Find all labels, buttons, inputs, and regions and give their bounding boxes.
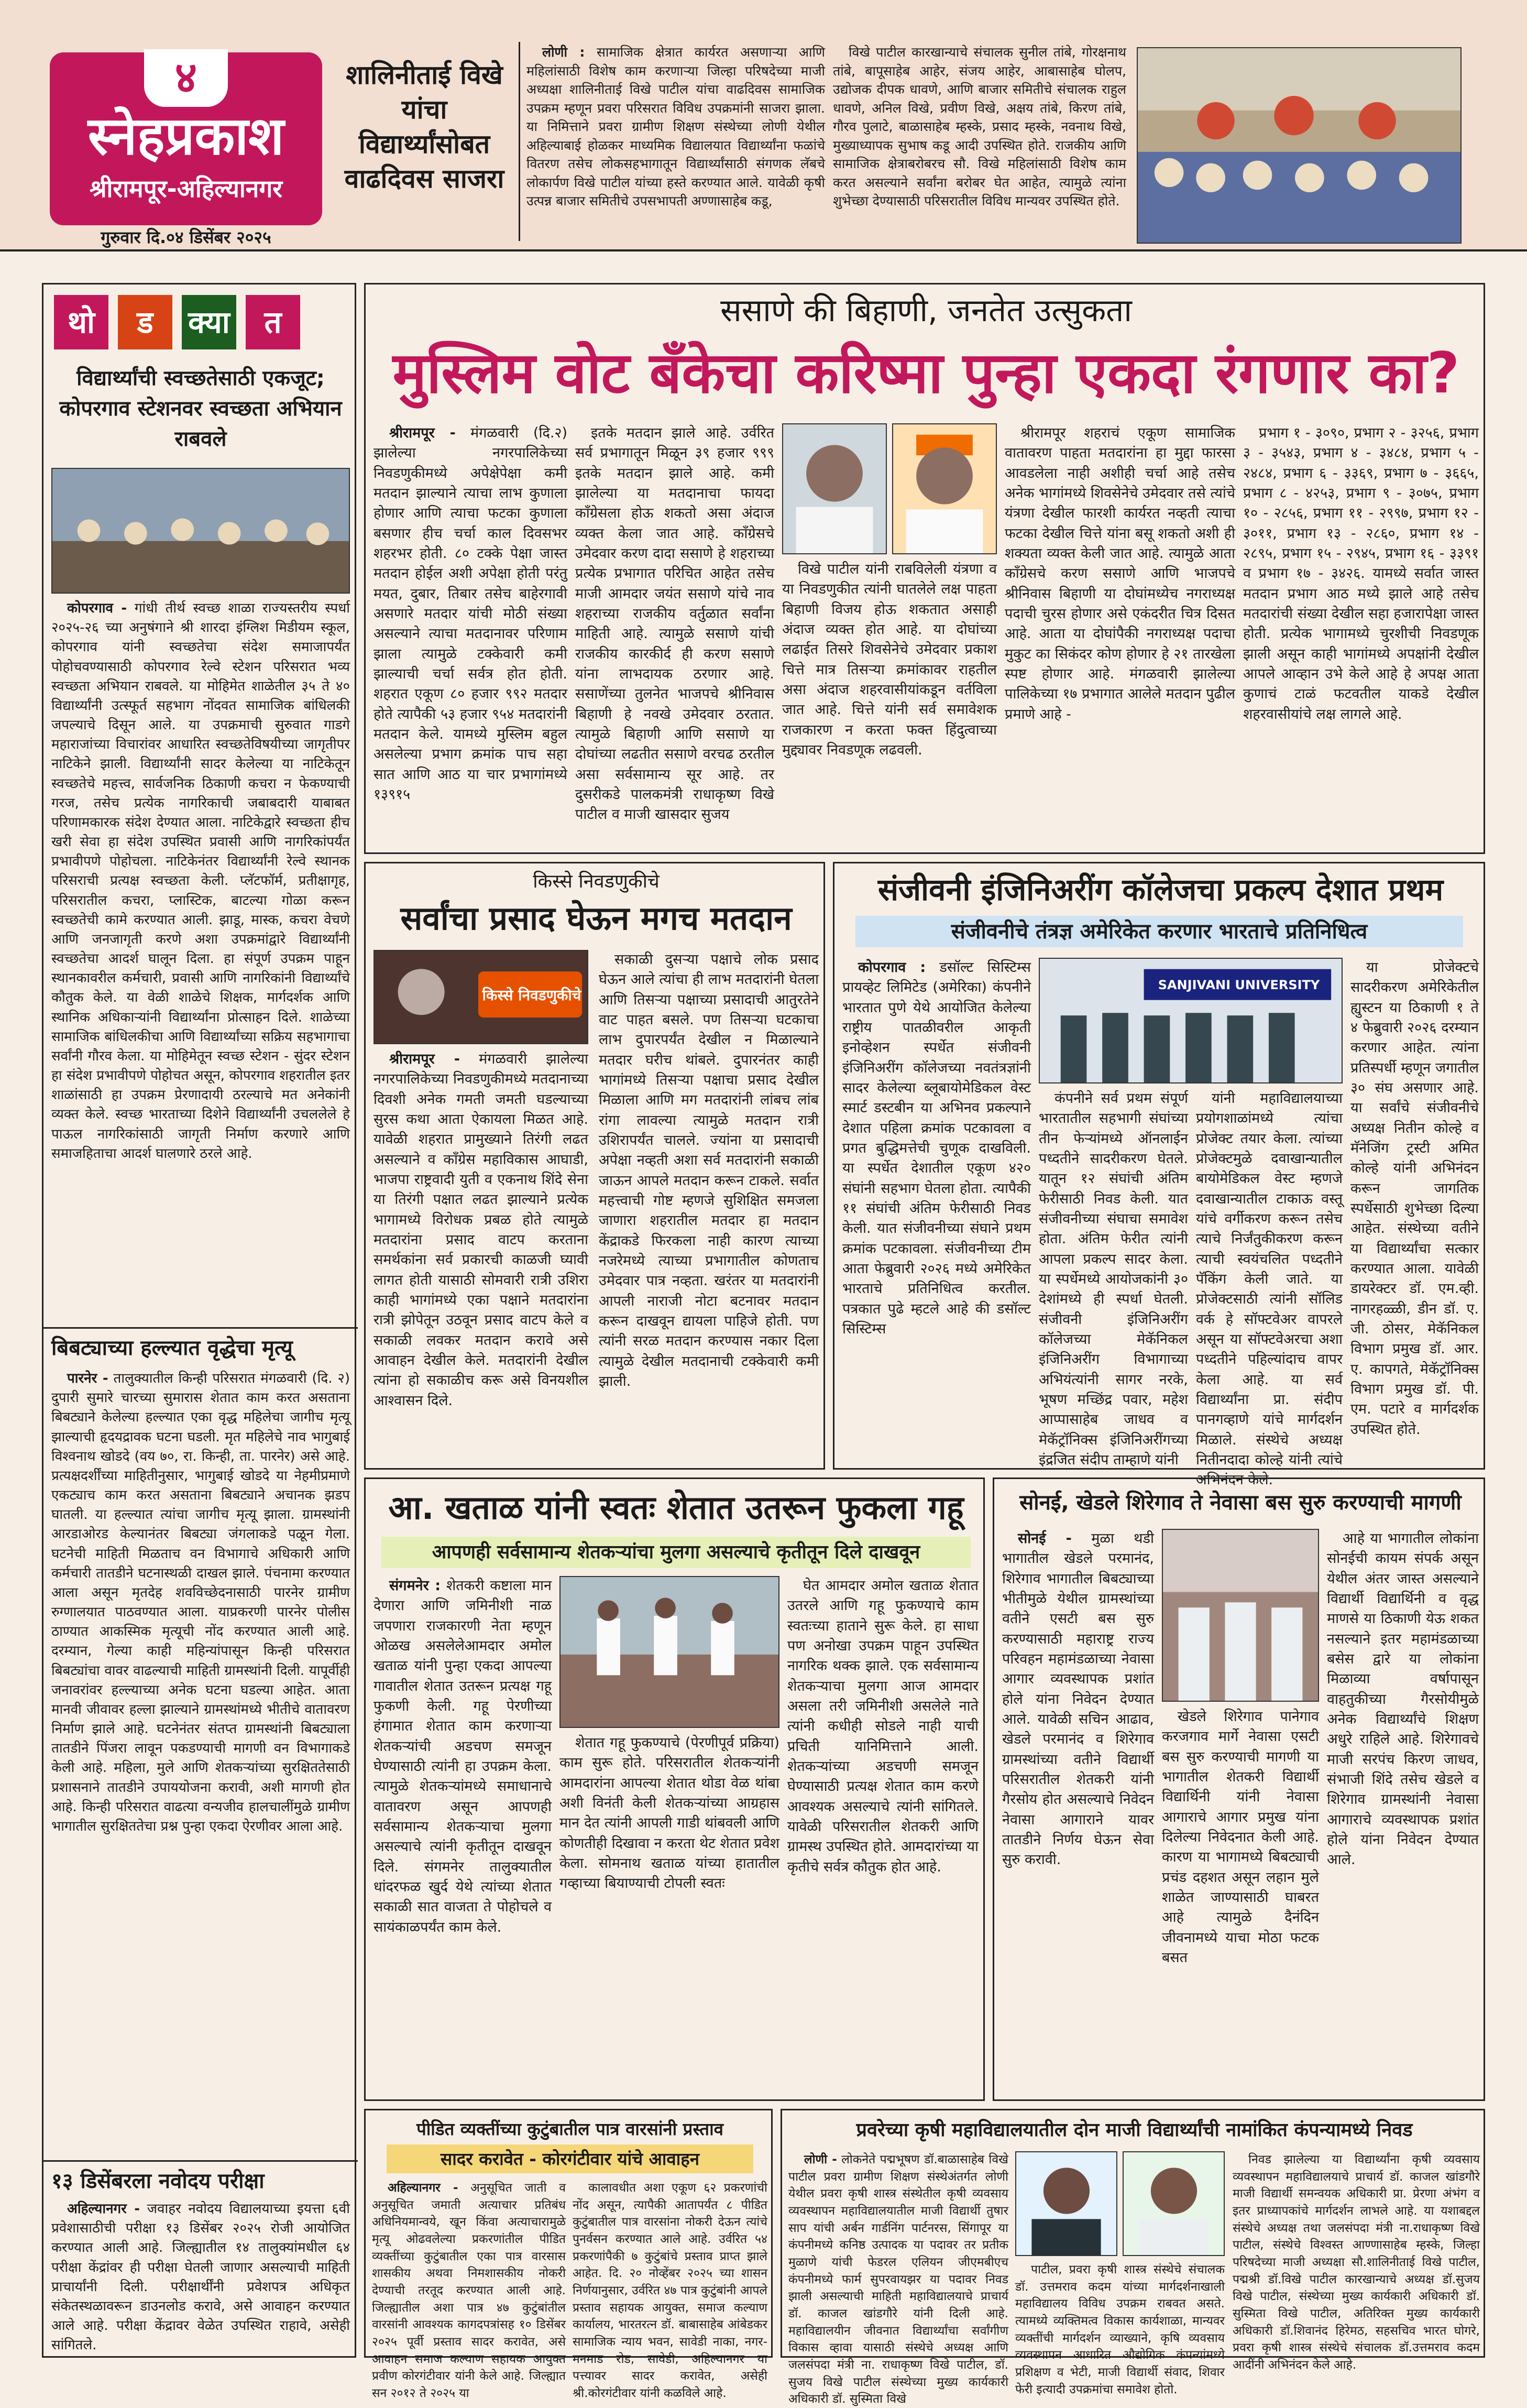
sidebar-story-1-text: गांधी तीर्थ स्वच्छ शाळा राज्यस्तरीय स्पर्धा २०२५-२६ च्या अनुषंगाने श्री शारदा इंग्लिश मिडीयम स्कूल, कोपरगाव यांनी स्वच्छतेचा संदेश समाजापर्यंत पोहोचवण्यासाठी कोपरगाव रेल्वे स्टेशन परिसरात भव्य स्वच्छता अभियान राबवले. या मोहिमेत शाळेतील ३५ ते ४० विद्यार्थ्यांनी उत्स्फूर्त सहभाग नोंदवत सामाजिक बांधिलकी जपल्याचे दिसून आले. या उपक्रमाची सुरुवात गाडगे महाराजांच्या विचारांवर आधारित स्वच्छतेविषयीच्या जागृतीपर नाटिकेने झाली. विद्यार्थ्यांनी सादर केलेल्या या नाटिकेतून स्वच्छतेचे महत्त्व, सार्वजनिक ठिकाणी कचरा न फेकण्याची गरज, तसेच प्रत्येक नागरिकाची जबाबदारी याबाबत परिणामकारक संदेश देण्यात आला. नाटिकेद्वारे स्वच्छता हीच खरी सेवा हा संदेश उपस्थित प्रवासी आणि नागरिकांपर्यंत प्रभावीपणे पोहोचला. नाटिकेनंतर विद्यार्थ्यांनी रेल्वे स्थानक परिसराची प्रत्यक्ष स्वच्छता केली. प्लॅटफॉर्म, प्रतीक्षागृह, परिसरातील कचरा, प्लास्टिक, बाटल्या गोळा करून स्वच्छतेची कामे करण्यात आली. झाडू, मास्क, कचरा वेचणे आणि जनजागृती करणे अशा उपक्रमांद्वारे विद्यार्थ्यांनी स्वच्छतेचा आदर्श घालून दिला. हा संपूर्ण उपक्रम पाहून स्थानकावरील कर्मचारी, प्रवासी आणि नागरिकांनी विद्यार्थ्यांचे कौतुक केले. या वेळी शाळेचे शिक्षक, मार्गदर्शक आणि स्थानिक अधिकाऱ्यांनी विद्यार्थ्यांना प्रोत्साहन दिले. शाळेच्या सामाजिक बांधिलकीचा आणि विद्यार्थ्यांच्या सक्रिय सहभागाचा सर्वांनी गौरव केला. या मोहिमेतून स्वच्छ स्टेशन - सुंदर स्टेशन हा संदेश प्रभावीपणे पोहोचत असून, कोपरगाव शहरातील इतर शाळांसाठी हा उपक्रम प्रेरणादायी ठरल्याचे मत अनेकांनी व्यक्त केले. स्वच्छ भारताच्या दिशेने विद्यार्थ्यांनी उचललेले हे पाऊल नागरिकांसाठी जागृती निर्माण करणारे आणि समाजहिताचा आदर्श घालणारे ठरले आहे. bbox=[51, 600, 350, 1162]
pravara-col2-text: पाटील, प्रवरा कृषी शास्त्र संस्थेचे संचालक डॉ. उत्तमराव कदम यांच्या मार्गदर्शनाखाली महाविद्यालय विविध उपक्रम राबवत असते. त्यामध्ये व्यक्तिमत्व विकास कार्यशाळा, मान्यवर व्यक्तींची मार्गदर्शन व्याख्याने, कृषि व्यवसाय व्यवस्थापन आधारित औद्योगिक कंपन्यांमध्ये प्रशिक्षण व भेटी, माजी विद्यार्थी संवाद, शिवार फेरी इत्यादी उपक्रमांचा समावेश होतो. bbox=[1015, 2263, 1225, 2396]
sanjivani-col2-text: कंपनीने सर्व प्रथम संपूर्ण भारतातील सहभागी संघांच्या तीन फेऱ्यांमध्ये ऑनलाईन पध्दतीने सादरीकरण घेतले. यातून १२ संघांची अंतिम फेरीसाठी निवड केली. यात संजीवनीच्या संघाचा समावेश होता. अंतिम फेरीत त्यांनी आपला प्रकल्प सादर केला. या स्पर्धेमध्ये आयोजकांनी ३० देशांमध्ये ही स्पर्धा घेतली. संजीवनी इंजिनिअरींग कॉलेजच्या मेकॅनिकल इंजिनिअरींग विभागाच्या अभियंत्यांनी सागर नरके, भूषण मच्छिंद्र पवार, महेश आप्पासाहेब जाधव व मेकॅट्रॉनिक्स इंजिनिअरींगच्या इंद्रजित संदीप ताम्हाणे यांनी bbox=[1039, 1090, 1188, 1468]
sonai-col2-text: खेडले शिरेगाव पानेगाव करजगाव मार्गे नेवासा एसटी बस सुरु करण्याची मागणी या भागातील शेतकरी विद्यार्थी विद्यार्थिनी यांनी नेवासा आगाराचे आगार प्रमुख यांना दिलेल्या निवेदनात केली आहे. कारण या भागामध्ये बिबट्याची प्रचंड दहशत असून लहान मुले शाळेत जाण्यासाठी घाबरत आहे त्यामुळे दैनंदिन जीवनामध्ये याचा मोठा फटक बसत bbox=[1162, 1709, 1319, 1966]
tag-1: थो bbox=[54, 295, 108, 349]
masthead-city: श्रीरामपूर-अहिल्यानगर bbox=[89, 174, 283, 203]
sidebar bbox=[42, 283, 356, 2358]
divider bbox=[43, 1327, 358, 1329]
top-story-text1: सामाजिक क्षेत्रात कार्यरत असणाऱ्या आणि महिलांसाठी विशेष काम करणाऱ्या जिल्हा परिषदेच्या माजी अध्यक्षा शालिनीताई विखे पाटील यांचा वाढदिवस सामाजिक उपक्रम म्हणून प्रवरा परिसरात विविध उपक्रमांनी साजरा झाला. या निमित्ताने प्रवरा ग्रामीण शिक्षण संस्थेच्या लोणी येथील अहिल्याबाई होळकर माध्यमिक विद्यालयात विद्यार्थ्यांना फळांचे वितरण तसेच लोकसहभागातून विद्यार्थ्यांसाठी संगणक लॅबचे लोकार्पण विखे पाटील यांच्या हस्ते करण्यात आले. यावेळी कृषी उत्पन्न बाजार समितीचे उपसभापती अण्णासाहेब कडू, bbox=[526, 45, 825, 209]
lead-kicker: ससाणे की बिहाणी, जनतेत उत्सुकता bbox=[720, 292, 1132, 329]
dateline: संगमनेर : bbox=[389, 1578, 441, 1594]
peedit-col2 bbox=[573, 2180, 767, 2400]
khatal-col1-text: शेतकरी कष्टाला मान देणारा आणि जमिनीशी नाळ जपणारा राजकारणी नेता म्हणून ओळख असलेलेआमदार अमोल खताळ यांनी पुन्हा एकदा आपल्या गावातील शेतात उतरून प्रत्यक्ष गहू फुकणी केली. गहू पेरणीच्या हंगामात शेतात काम करणाऱ्या शेतकऱ्यांची अडचण समजून घेण्यासाठी त्यांनी हा उपक्रम केला. त्यामुळे शेतकऱ्यांमध्ये समाधानाचे वातावरण असून आपणही सर्वसामान्य शेतकऱ्याचा मुलगा असल्याचे त्यांनी कृतीतून दाखवून दिले. संगमनेर तालुक्यातील धांदरफळ खुर्द येथे त्यांच्या शेतात सकाळी सात वाजता ते पोहोचले व सायंकाळपर्यंत काम केले. bbox=[373, 1578, 552, 1935]
kisse-col1-text: मंगळवारी झालेल्या नगरपालिकेच्या निवडणुकीमध्ये मतदानाच्या दिवशी अनेक गमती जमती घडल्याच्या सुरस कथा आता ऐकायला मिळत आहे. यावेळी शहरात प्रामुख्याने तिरंगी लढत असल्याने व काँग्रेस महाविकास आघाडी, भाजपा राष्ट्रवादी युती व एकनाथ शिंदे सेना या तिरंगी पक्षात लढत झाल्याने प्रत्येक भागामध्ये विरोधक प्रबळ होते त्यामुळे मतदारांना प्रसाद वाटप करताना समर्थकांना सर्व प्रकारची काळजी घ्यावी लागत होती यासाठी सोमवारी रात्री उशिरा काही भागांमध्ये एका पक्षाने मतदारांना रात्री झोपेतून उठवून प्रसाद वाटप केले व सकाळी लवकर मतदान करावे असे आवाहन देखील केले. मतदारांनी देखील त्यांना हो सकाळीच करू असे विनयशील आश्वासन दिले. bbox=[373, 1051, 588, 1409]
top-story-col2 bbox=[833, 43, 1126, 247]
sanjivani-banner-text: SANJIVANI UNIVERSITY bbox=[1158, 978, 1320, 992]
dateline: श्रीरामपूर - bbox=[389, 425, 456, 441]
lead-col2-text: इतके मतदान झाले आहे. उर्वरित सर्व प्रभागातून मिळून ३९ हजार ९९९ इतके मतदान झाले आहे. कमी झालेल्या या मतदानाचा फायदा काँग्रेसला होऊ शकतो असा अंदाज व्यक्त केला जात आहे. काँग्रेसचे उमेदवार करण दादा ससाणे हे शहराच्या प्रत्येक प्रभागात परिचित आहेत तसेच माजी आमदार जयंत ससाणे यांचे नाव शहराच्या राजकीय वर्तुळात सर्वांना माहिती आहे. त्यामुळे ससाणे यांची राजकीय कारकीर्द ही करण ससाणे यांना लाभदायक ठरणार आहे. ससाणेंच्या तुलनेत भाजपचे श्रीनिवास बिहाणी हे नवखे उमेदवार ठरतात. त्यामुळे बिहाणी आणि ससाणे या दोघांच्या लढतीत ससाणे वरचढ ठरतील असा सर्वसामान्य सूर आहे. तर दुसरीकडे पालकमंत्री राधाकृष्ण विखे पाटील व माजी खासदार सुजय bbox=[575, 425, 774, 823]
pravara-col2 bbox=[1015, 2261, 1225, 2396]
pravara-col3-text: निवड झालेल्या या विद्यार्थ्यांना कृषी व्यवसाय व्यवस्थापन महाविद्यालयाचे प्राचार्य डॉ. काजल खांडगौरे माजी विद्यार्थी समन्वयक अधिकारी प्रा. प्रेरणा अंभंग व इतर प्राध्यापकांचे मार्गदर्शन लाभले आहे. या यशाबद्दल संस्थेचे अध्यक्ष तथा जलसंपदा मंत्री ना.राधाकृष्ण विखे पाटील, संस्थेचे विश्वस्त आण्णासाहेब म्हस्के, जिल्हा परिषदेच्या माजी अध्यक्षा सौ.शालिनीताई विखे पाटील, पद्मश्री डॉ.विखे पाटील कारखान्याचे अध्यक्ष डॉ.सुजय विखे पाटील, संस्थेच्या मुख्य कार्यकारी अधिकारी डॉ. सुस्मिता विखे पाटील, अतिरिक्त मुख्य कार्यकारी अधिकारी डॉ.शिवानंद हिरेमठ, सहसचिव भारत घोगरे, प्रवरा कृषी शास्त्र संस्थेचे संचालक डॉ.उत्तमराव कदम आदींनी अभिनंदन केले आहे. bbox=[1233, 2153, 1480, 2372]
khatal-col2 bbox=[787, 1576, 979, 2095]
sonai-headline: सोनई, खेडले शिरेगाव ते नेवासा बस सुरु करण्याची मागणी bbox=[1019, 1491, 1462, 1515]
candidate-photo-2 bbox=[892, 423, 997, 554]
kisse-badge-label: किस्से निवडणुकीचे bbox=[482, 987, 581, 1004]
lead-col1-text: मंगळवारी (दि.२) झालेल्या नगरपालिकेच्या निवडणुकीमध्ये अपेक्षेपेक्षा कमी मतदान झाल्याने त्याचा लाभ कुणाला होणार आणि त्याचा फटका कुणाला बसणार हीच चर्चा काल दिवसभर शहरभर होती. ८० टक्के पेक्षा जास्त मतदान होईल अशी अपेक्षा होती परंतु मयत, दुबार, तिबार तसेच बाहेरगावी असणारे मतदार यांची मोठी संख्या असल्याने त्याचा मतदानावर परिणाम झाला त्यामुळे टक्केवारी कमी झाल्याची चर्चा सर्वत्र होत होती. शहरात एकूण ८० हजार ९९२ मतदार होते त्यापैकी ५३ हजार ९५४ मतदारांनी मतदान केले. यामध्ये मुस्लिम बहुल असलेल्या प्रभाग क्रमांक पाच सहा सात आणि आठ या चार प्रभागांमध्ये १३९१५ bbox=[373, 425, 567, 803]
masthead-logo-box bbox=[50, 52, 322, 225]
lead-col2 bbox=[575, 423, 774, 848]
lead-col3 bbox=[782, 560, 997, 848]
tag-2: ड bbox=[118, 295, 172, 349]
lead-col5-text: प्रभाग १ - ३०९०, प्रभाग २ - ३२५६, प्रभाग ३ - ३५४३, प्रभाग ४ - ३४८४, प्रभाग ५ - २४८४, प्रभाग ६ - ३३६९, प्रभाग ७ - ३६६५, प्रभाग ८ - ४२५३, प्रभाग ९ - ३०७५, प्रभाग १० - २८५६, प्रभाग ११ - २९९७, प्रभाग १२ - ३०११, प्रभाग १३ - २८६०, प्रभाग १४ - २८९५, प्रभाग १५ - २९४५, प्रभाग १६ - ३३९१ व प्रभाग १७ - ३४२६. यामध्ये सर्वात जास्त मतदान प्रभाग आठ मध्ये झाले आहे तसेच मतदारांची संख्या देखील सहा हजारापेक्षा जास्त होती. प्रत्येक भागामध्ये चुरशीची निवडणूक झाली असून काही भागांमध्ये अपक्षांनी देखील आपले आव्हान उभे केले आहे हे अपक्ष आता कुणाचं टाळं फटवतील याकडे देखील शहरवासीयांचे लक्ष लागले आहे. bbox=[1243, 425, 1479, 723]
peedit-headline-line2: सादर करावेत - कोरगंटीवार यांचे आवाहन bbox=[387, 2144, 753, 2173]
sanjivani-story bbox=[833, 862, 1485, 1488]
kisse-headline: सर्वांचा प्रसाद घेऊन मगच मतदान bbox=[400, 899, 792, 937]
sanjivani-col3 bbox=[1196, 1089, 1343, 1488]
pravara-story bbox=[781, 2109, 1485, 2406]
sonai-col2 bbox=[1162, 1707, 1319, 2095]
sonai-photo bbox=[1162, 1529, 1319, 1702]
kisse-col2-text: सकाळी दुसऱ्या पक्षाचे लोक प्रसाद घेऊन आले त्यांचा ही लाभ मतदारांनी घेतला आणि तिसऱ्या पक्षाच्या प्रसादाची आतुरतेने वाट पाहत बसले. पण तिसऱ्या घटकाचा लाभ दुपारपर्यंत देखील न मिळाल्याने मतदार घरीच थांबले. दुपारनंतर काही भागांमध्ये तिसऱ्या पक्षाचा प्रसाद देखील मिळाला आणि मग मतदारांनी लांबच लांब रांगा लावल्या त्यामुळे मतदान रात्री उशिरापर्यंत चालले. ज्यांना या प्रसादाची अपेक्षा नव्हती अशा सर्व मतदारांनी सकाळी जाऊन आपले मतदान करून टाकले. सर्वात महत्त्वाची गोष्ट म्हणजे सुशिक्षित समजला जाणारा शहरातील मतदार हा मतदान केंद्राकडे फिरकला नाही कारण त्याच्या नजरेमध्ये त्याच्या प्रभागातील कोणताच उमेदवार पात्र नव्हता. खरंतर या मतदारांनी आपली नाराजी नोटा बटनावर मतदान करून दाखवून द्यायला पाहिजे होती. पण त्यांनी सरळ मतदान करण्यास नकार दिला त्यामुळे देखील मतदानाची टक्केवारी कमी झाली. bbox=[599, 951, 819, 1389]
lead-headline: मुस्लिम वोट बँकेचा करिष्मा पुन्हा एकदा रंगणार का? bbox=[392, 341, 1460, 406]
lead-col4-text: श्रीरामपूर शहराचं एकूण सामाजिक वातावरण पाहता मतदारांना हा मुद्दा फारसा आवडलेला नाही अशीही चर्चा आहे तसेच अनेक भागांमध्ये शिवसेनेचे उमेदवार तसे त्यांचे यंत्रणा देखील फारशी कार्यरत नव्हती त्याचा फटका देखील चित्ते यांना बसू शकतो अशी ही शक्यता व्यक्त केली जात आहे. त्यामुळे आता काँग्रेसचे करण ससाणे आणि भाजपचे श्रीनिवास बिहाणी या दोघांमध्येच नगराध्यक्ष पदाची चुरस होणार असे एकंदरीत चित्र दिसत आहे. आता या दोघांपैकी नगराध्यक्ष पदाचा मुकुट का सिकंदर कोण होणार हे २१ तारखेला स्पष्ट होणार आहे. मंगळवारी झालेल्या पालिकेच्या १७ प्रभागात आलेले मतदान पुढील प्रमाणे आहे - bbox=[1005, 425, 1235, 723]
masthead bbox=[0, 0, 1527, 251]
sanjivani-col4 bbox=[1350, 958, 1479, 1463]
sonai-story bbox=[993, 1477, 1485, 2101]
khatal-headline: आ. खताळ यांनी स्वतः शेतात उतरून फुकला गहू bbox=[388, 1488, 964, 1527]
kisse-col2 bbox=[599, 950, 819, 1463]
dateline: लोणी - bbox=[804, 2153, 837, 2166]
pravara-col3 bbox=[1233, 2151, 1480, 2372]
masthead-title: स्नेहप्रकाश bbox=[87, 105, 284, 167]
sanjivani-headline: संजीवनी इंजिनिअरींग कॉलेजचा प्रकल्प देशात प्रथम bbox=[877, 872, 1444, 907]
candidate-photo-1 bbox=[782, 423, 887, 554]
sidebar-headline-2: बिबट्याच्या हल्ल्यात वृद्धेचा मृत्यू bbox=[51, 1336, 293, 1360]
sonai-col3-text: आहे या भागातील लोकांना सोनईची कायम संपर्क असून येथील अंतर जास्त असल्याने विद्यार्थी विद्यार्थिनी व वृद्ध माणसे या ठिकाणी येऊ शकत नसल्याने इतर महामंडळाच्या बसेस द्वारे या लोकांना मिळाव्या वर्षापासून वाहतुकीच्या गैरसोयीमुळे अनेक विद्यार्थ्यांचे शिक्षण अधुरे राहिले आहे. शिरेगावचे माजी सरपंच किरण जाधव, संभाजी शिंदे तसेच खेडले व शिरेगाव ग्रामस्थांनी नेवासा आगाराचे व्यवस्थापक प्रशांत होले यांना निवेदन देण्यात आले. bbox=[1327, 1530, 1479, 1868]
dateline: लोणी : bbox=[542, 45, 585, 60]
kisse-kicker: किस्से निवडणुकीचे bbox=[533, 871, 660, 892]
dateline: पारनेर - bbox=[67, 1371, 108, 1386]
kisse-story bbox=[364, 862, 825, 1470]
sidebar-story-1 bbox=[51, 599, 350, 1322]
lead-col3-text: विखे पाटील यांनी राबविलेली यंत्रणा व या निवडणुकीत त्यांनी घातलेले लक्ष पाहता बिहाणी विजय होऊ शकतात असाही अंदाज व्यक्त होत आहे. या दोघांच्या लढाईत तिसरे शिवसेनेचे उमेदवार प्रकाश चित्ते मात्र तिसऱ्या क्रमांकावर राहतील असा अंदाज शहरवासीयांकडून वर्तविला जात आहे. चित्ते यांनी सर्व समावेशक राजकारण न करता फक्त हिंदुत्वाच्या मुद्द्यावर निवडणूक लढवली. bbox=[782, 561, 997, 758]
sidebar-photo-1 bbox=[51, 468, 350, 594]
sidebar-headline-3: १३ डिसेंबरला नवोदय परीक्षा bbox=[51, 2169, 265, 2193]
khatal-col2-text: घेत आमदार अमोल खताळ शेतात उतरले आणि गहू फुकण्याचे काम स्वतःच्या हाताने सुरू केले. हा साधा पण अनोखा उपक्रम पाहून उपस्थित नागरिक थक्क झाले. एक सर्वसामान्य शेतकऱ्याचा मुलगा आज आमदार असला तरी जमिनीशी असलेले नाते त्यांनी कधीही सोडले नाही याची प्रचिती यानिमित्ताने आली. शेतकऱ्यांच्या अडचणी समजून घेण्यासाठी प्रत्यक्ष शेतात काम करणे आवश्यक असल्याचे त्यांनी सांगितले. यावेळी परिसरातील शेतकरी आणि ग्रामस्थ उपस्थित होते. आमदारांच्या या कृतीचे सर्वत्र कौतुक होत आहे. bbox=[787, 1578, 979, 1875]
peedit-col1 bbox=[372, 2180, 566, 2400]
divider bbox=[43, 2160, 358, 2162]
tag-4: त bbox=[246, 295, 300, 349]
kisse-badge-graphic bbox=[373, 950, 588, 1044]
dateline: कोपरगाव : bbox=[858, 959, 926, 976]
top-story-text2: विखे पाटील कारखान्याचे संचालक सुनील तांबे, गोरक्षनाथ तांबे, बापूसाहेब आहेर, संजय आहेर, आबासाहेब घोलप, उद्योजक दीपक धावणे, आणि बाजार समितीचे संचालक राहुल धावणे, अनिल विखे, प्रवीण विखे, अक्षय तांबे, किरण तांबे, गौरव पुलाटे, बाळासाहेब म्हस्के, प्रसाद म्हस्के, नवनाथ विखे, मुख्याध्यापक सुभाष कडू आदी उपस्थित होते. राजकीय आणि सामाजिक क्षेत्राबरोबरच सौ. विखे महिलांसाठी विशेष काम करत असल्याने सर्वांना बरोबर घेत आहेत, त्यामुळे त्यांना शुभेच्छा देण्यासाठी परिसरातील विविध मान्यवर उपस्थित होते. bbox=[833, 45, 1126, 209]
sidebar-headline-1: विद्यार्थ्यांची स्वच्छतेसाठी एकजूट; कोपरगाव स्टेशनवर स्वच्छता अभियान राबवले bbox=[59, 366, 342, 451]
dateline: श्रीरामपूर - bbox=[389, 1051, 460, 1067]
sidebar-story-3-text: जवाहर नवोदय विद्यालयाच्या इयत्ता ६वी प्रवेशासाठीची परीक्षा १३ डिसेंबर २०२५ रोजी आयोजित करण्यात आली आहे. जिल्ह्यातील १४ तालुक्यांमधील ६४ परीक्षा केंद्रांवर ही परीक्षा घेतली जाणार असल्याची माहिती प्राचार्यांनी दिली. परीक्षार्थींनी प्रवेशपत्र अधिकृत संकेतस्थळावरून डाउनलोड करावे, असे आवाहन करण्यात आले आहे. परीक्षा केंद्रावर वेळेत उपस्थित राहावे, असेही सांगितले. bbox=[51, 2201, 350, 2354]
pravara-headline: प्रवरेच्या कृषी महाविद्यालयातील दोन माजी विद्यार्थ्यांची नामांकित कंपन्यामध्ये निवड bbox=[856, 2119, 1413, 2141]
khatal-caption-text: शेतात गहू फुकण्याचे (पेरणीपूर्व प्रक्रिया) काम सुरू होते. परिसरातील शेतकऱ्यांनी आमदारांना आपल्या शेतात थोडा वेळ थांबा अशी विनंती केली शेतकऱ्यांच्या आग्रहास मान देत त्यांनी आपली गाडी थांबवली आणि कोणतीही दिखावा न करता थेट शेतात प्रवेश केला. सोमनाथ खताळ यांच्या हातातील गव्हाच्या बियाण्याची टोपली स्वतः bbox=[559, 1735, 779, 1892]
sidebar-story-3 bbox=[51, 2199, 350, 2354]
top-story-photo bbox=[1137, 47, 1462, 244]
khatal-story bbox=[364, 1477, 985, 2101]
sanjivani-col1-text: डसॉल्ट सिस्टिम्स प्रायव्हेट लिमिटेड (अमेरिका) कंपनीने भारतात पुणे येथे आयोजित केलेल्या राष्ट्रीय पातळीवरील आकृती इनोव्हेशन स्पर्धेत संजीवनी इंजिनिअरींग कॉलेजच्या नवतंत्रज्ञांनी सादर केलेल्या ब्लूबायोमेडिकल वेस्ट स्मार्ट डस्टबीन या अभिनव प्रकल्पाने देशात पहिला क्रमांक पटकावला व प्रगत बुद्धिमत्तेची चुणूक दाखविली. या स्पर्धेत देशातील एकूण ४२० संघांनी सहभाग घेतला होता. त्यापैकी ११ संघांची अंतिम फेरीसाठी निवड केली. यात संजीवनीच्या संघाने प्रथम क्रमांक पटकावला. संजीवनीच्या टीम आता फेब्रुवारी २०२६ मध्ये अमेरिकेत भारताचे प्रतिनिधित्व करतील. पत्रकात पुढे म्हटले आहे की डसॉल्ट सिस्टिम्स bbox=[842, 959, 1031, 1337]
dateline: अहिल्यानगर - bbox=[388, 2181, 458, 2195]
khatal-col1 bbox=[373, 1576, 552, 2095]
dateline: सोनई - bbox=[1018, 1530, 1072, 1547]
khatal-subhead: आपणही सर्वसामान्य शेतकऱ्यांचा मुलगा असल्याचे कृतीतून दिले दाखवून bbox=[381, 1537, 971, 1568]
top-story-col1 bbox=[526, 43, 825, 247]
lead-col4 bbox=[1005, 423, 1235, 848]
sonai-col1 bbox=[1002, 1529, 1154, 2095]
tag-3: क्या bbox=[182, 295, 236, 349]
page-number: ४ bbox=[144, 49, 228, 107]
lead-story bbox=[364, 283, 1485, 854]
sanjivani-col2 bbox=[1039, 1089, 1188, 1468]
dateline: कोपरगाव - bbox=[67, 600, 127, 616]
khatal-caption bbox=[559, 1733, 779, 2095]
lead-col5 bbox=[1243, 423, 1479, 848]
sanjivani-col4-text: या प्रोजेक्टचे सादरीकरण अमेरिकेतील ह्युस्टन या ठिकाणी १ ते ४ फेब्रुवारी २०२६ दरम्यान करणार आहेत. त्यांना प्रतिस्पर्धी म्हणून जगातील ३० संघ असणार आहे. या सर्वांचे संजीवनीचे अध्यक्ष नितीन कोल्हे व मॅनेजिंग ट्रस्टी अमित कोल्हे यांनी अभिनंदन करून जागतिक स्पर्धेसाठी शुभेच्छा दिल्या आहेत. संस्थेच्या वतीने या विद्यार्थ्यांचा सत्कार करण्यात आला. यावेळी डायरेक्टर डॉ. एम.व्ही. नागरहळ्ळी, डीन डॉ. ए. जी. ठोसर, मेकॅनिकल विभाग प्रमुख डॉ. आर. ए. कापगते, मेकॅट्रॉनिक्स विभाग प्रमुख डॉ. पी. एम. पटारे व मार्गदर्शक उपस्थित होते. bbox=[1350, 959, 1479, 1438]
peedit-story bbox=[364, 2109, 773, 2400]
sidebar-story-2 bbox=[51, 1369, 350, 2155]
pravara-col1-text: लोकनेते पद्मभूषण डॉ.बाळासाहेब विखे पाटील प्रवरा ग्रामीण शिक्षण संस्थेअंतर्गत लोणी येथील प्रवरा कृषी शास्त्र संस्थेतील कृषी व्यवसाय व्यवस्थापन महाविद्यालयातील माजी विद्यार्थी तुषार साप यांची अर्बन गार्डनिंग पार्टनरस, सिंगापूर या कंपनीमध्ये कनिष्ठ उत्पादक या पदावर तर प्रतीक मुळाणे यांची फेडरल एलियन जीएमबीएच कंपनीमध्ये फार्म सुपरवायझर या पदावर निवड झाली असल्याची माहिती महाविद्यालयाचे प्राचार्य डॉ. काजल खांडगौरे यांनी दिली आहे. महाविद्यालयीन जीवनात विद्यार्थ्यांचा सर्वांगीण विकास व्हावा यासाठी संस्थेचे अध्यक्ष आणि जलसंपदा मंत्री ना. राधाकृष्ण विखे पाटील, डॉ. सुजय विखे पाटील संस्थेच्या मुख्य कार्यकारी अधिकारी डॉ. सुस्मिता विखे bbox=[788, 2153, 1008, 2406]
pravara-photo-1 bbox=[1015, 2151, 1117, 2256]
dateline: अहिल्यानगर - bbox=[67, 2201, 140, 2217]
lead-col1 bbox=[373, 423, 567, 848]
peedit-col1-text: अनुसूचित जाती व अनुसूचित जमाती अत्याचार प्रतिबंध अधिनियमान्वये, खून किंवा अत्याचारामुळे मृत्यू ओढवलेल्या प्रकरणांतील पीडित व्यक्तींच्या कुटुंबातील एका पात्र वारसास शासकीय अथवा निमशासकीय नोकरी देण्याची तरतूद करण्यात आली आहे. जिल्ह्यातील अशा पात्र ४७ कुटुंबांतील वारसांनी आवश्यक कागदपत्रांसह १० डिसेंबर २०२५ पूर्वी प्रस्ताव सादर करावेत, असे आवाहन समाज कल्याण सहायक आयुक्त प्रवीण कोरगंटीवार यांनी केले आहे. जिल्ह्यात सन २०१२ ते २०२५ या bbox=[372, 2181, 566, 2400]
sonai-col1-text: मुळा थडी भागातील खेडले परमानंद, शिरेगाव भागातील बिबट्याच्या भीतीमुळे येथील ग्रामस्थांच्या वतीने एसटी बस सुरु करण्यासाठी महाराष्ट्र राज्य परिवहन महामंडळाच्या नेवासा आगार व्यवस्थापक प्रशांत होले यांना निवेदन देण्यात आले. यावेळी सचिन आढाव, खेडले परमानंद व शिरेगाव ग्रामस्थांच्या वतीने विद्यार्थी परिसरातील शेतकरी यांनी गैरसोय होत असल्याचे निवेदन नेवासा आगाराने यावर तातडीने निर्णय घेऊन सेवा सुरु करावी. bbox=[1002, 1530, 1154, 1868]
masthead-date: गुरुवार दि.०४ डिसेंबर २०२५ bbox=[101, 227, 271, 247]
sanjivani-subhead: संजीवनीचे तंत्रज्ञ अमेरिकेत करणार भारताचे प्रतिनिधित्व bbox=[855, 916, 1463, 947]
sidebar-tags bbox=[54, 295, 347, 353]
peedit-headline-line1: पीडित व्यक्तींच्या कुटुंबातील पात्र वारसांनी प्रस्ताव bbox=[416, 2119, 723, 2139]
sanjivani-col3-text: यांनी महाविद्यालयाच्या प्रयोगशाळांमध्ये त्यांचा प्रोजेक्ट तयार केला. त्यांच्या प्रोजेक्टमुळे दवाखान्यातील बायोमेडिकल वेस्ट म्हणजे दवाखान्यातील टाकाऊ वस्तू यांचे वर्गीकरण करून तसेच त्याचे निर्जंतुकीकरण करून त्याची स्वयंचलित पध्दतीने पॅकिंग केली जाते. या प्रोजेक्टसाठी त्यांनी सॉलिड वर्क हे सॉफ्टवेअर वापरले असून या सॉफ्टवेअरचा अशा पध्दतीने पहिल्यांदाच वापर केला आहे. या सर्व विद्यार्थ्यांना प्रा. संदीप पानगव्हाणे यांचे मार्गदर्शन मिळाले. संस्थेचे अध्यक्ष नितीनदादा कोल्हे यांनी त्यांचे अभिनंदन केले. bbox=[1196, 1090, 1343, 1488]
sonai-col3 bbox=[1327, 1529, 1479, 2095]
divider bbox=[519, 42, 520, 241]
pravara-photo-2 bbox=[1123, 2151, 1225, 2256]
peedit-col2-text: कालावधीत अशा एकूण ६२ प्रकरणांची नोंद असून, त्यापैकी आतापर्यंत ८ पीडित कुटुंबातील पात्र वारसांना नोकरी देऊन त्यांचे पुनर्वसन करण्यात आले आहे. उर्वरित ५४ प्रकरणांपैकी ७ कुटुंबांचे प्रस्ताव प्राप्त झाले आहेत. दि. २० नोव्हेंबर २०२५ च्या शासन निर्णयानुसार, उर्वरित ४७ पात्र कुटुंबांनी आपले प्रस्ताव सहायक आयुक्त, समाज कल्याण कार्यालय, भारतरत्न डॉ. बाबासाहेब आंबेडकर सामाजिक न्याय भवन, सावेडी नाका, नगर-मनमाड रोड, सावेडी, अहिल्यानगर या पत्त्यावर सादर करावेत, असेही श्री.कोरगंटीवार यांनी कळविले आहे. bbox=[573, 2181, 767, 2400]
sanjivani-col1 bbox=[842, 958, 1031, 1463]
pravara-col1 bbox=[788, 2151, 1008, 2406]
sanjivani-photo bbox=[1039, 958, 1343, 1083]
kisse-col1 bbox=[373, 1049, 588, 1463]
top-story-headline: शालिनीताई विखे यांचा विद्यार्थ्यांसोबत वाढदिवस साजरा bbox=[344, 60, 504, 194]
sidebar-story-2-text: तालुक्यातील किन्ही परिसरात मंगळवारी (दि. २) दुपारी सुमारे चारच्या सुमारास शेतात काम करत असताना बिबट्याने केलेल्या हल्ल्यात एका वृद्ध महिलेचा जागीच मृत्यू झाल्याची हृदयद्रावक घटना घडली. मृत महिलेचे नाव भागुबाई विश्वनाथ खोडदे (वय ७०, रा. किन्ही, ता. पारनेर) असे आहे. प्रत्यक्षदर्शींच्या माहितीनुसार, भागुबाई खोडदे या नेहमीप्रमाणे एकट्याच काम करत असताना बिबट्याने अचानक झडप घातली. या हल्ल्यात त्यांचा जागीच मृत्यू झाला. ग्रामस्थांनी आरडाओरड केल्यानंतर बिबट्या जंगलाकडे पळून गेला. घटनेची माहिती मिळताच वन विभागाचे अधिकारी आणि कर्मचारी तातडीने घटनास्थळी दाखल झाले. पंचनामा करण्यात आला असून मृतदेह शवविच्छेदनासाठी पारनेर ग्रामीण रुग्णालयात पाठवण्यात आला. याप्रकरणी पारनेर पोलीस ठाण्यात आकस्मिक मृत्यूची नोंद करण्यात आली आहे. दरम्यान, गेल्या काही महिन्यांपासून किन्ही परिसरात बिबट्यांचा वावर वाढल्याची माहिती ग्रामस्थांनी दिली. यापूर्वीही जनावरांवर हल्ल्याच्या अनेक घटना घडल्या आहेत. आता मानवी जीवावर हल्ला झाल्याने ग्रामस्थांमध्ये भीतीचे वातावरण निर्माण झाले आहे. घटनेनंतर संतप्त ग्रामस्थांनी बिबट्याला तातडीने पिंजरा लावून पकडण्याची मागणी वन विभागाकडे केली आहे. महिला, मुले आणि शेतकऱ्यांच्या सुरक्षिततेसाठी प्रशासनाने तातडीने उपाययोजना करावी, अशी मागणी होत आहे. किन्ही परिसरात वाढत्या वन्यजीव हालचालींमुळे ग्रामीण भागातील सुरक्षिततेचा प्रश्न पुन्हा एकदा ऐरणीवर आला आहे. bbox=[51, 1371, 350, 1834]
khatal-photo bbox=[559, 1576, 779, 1728]
